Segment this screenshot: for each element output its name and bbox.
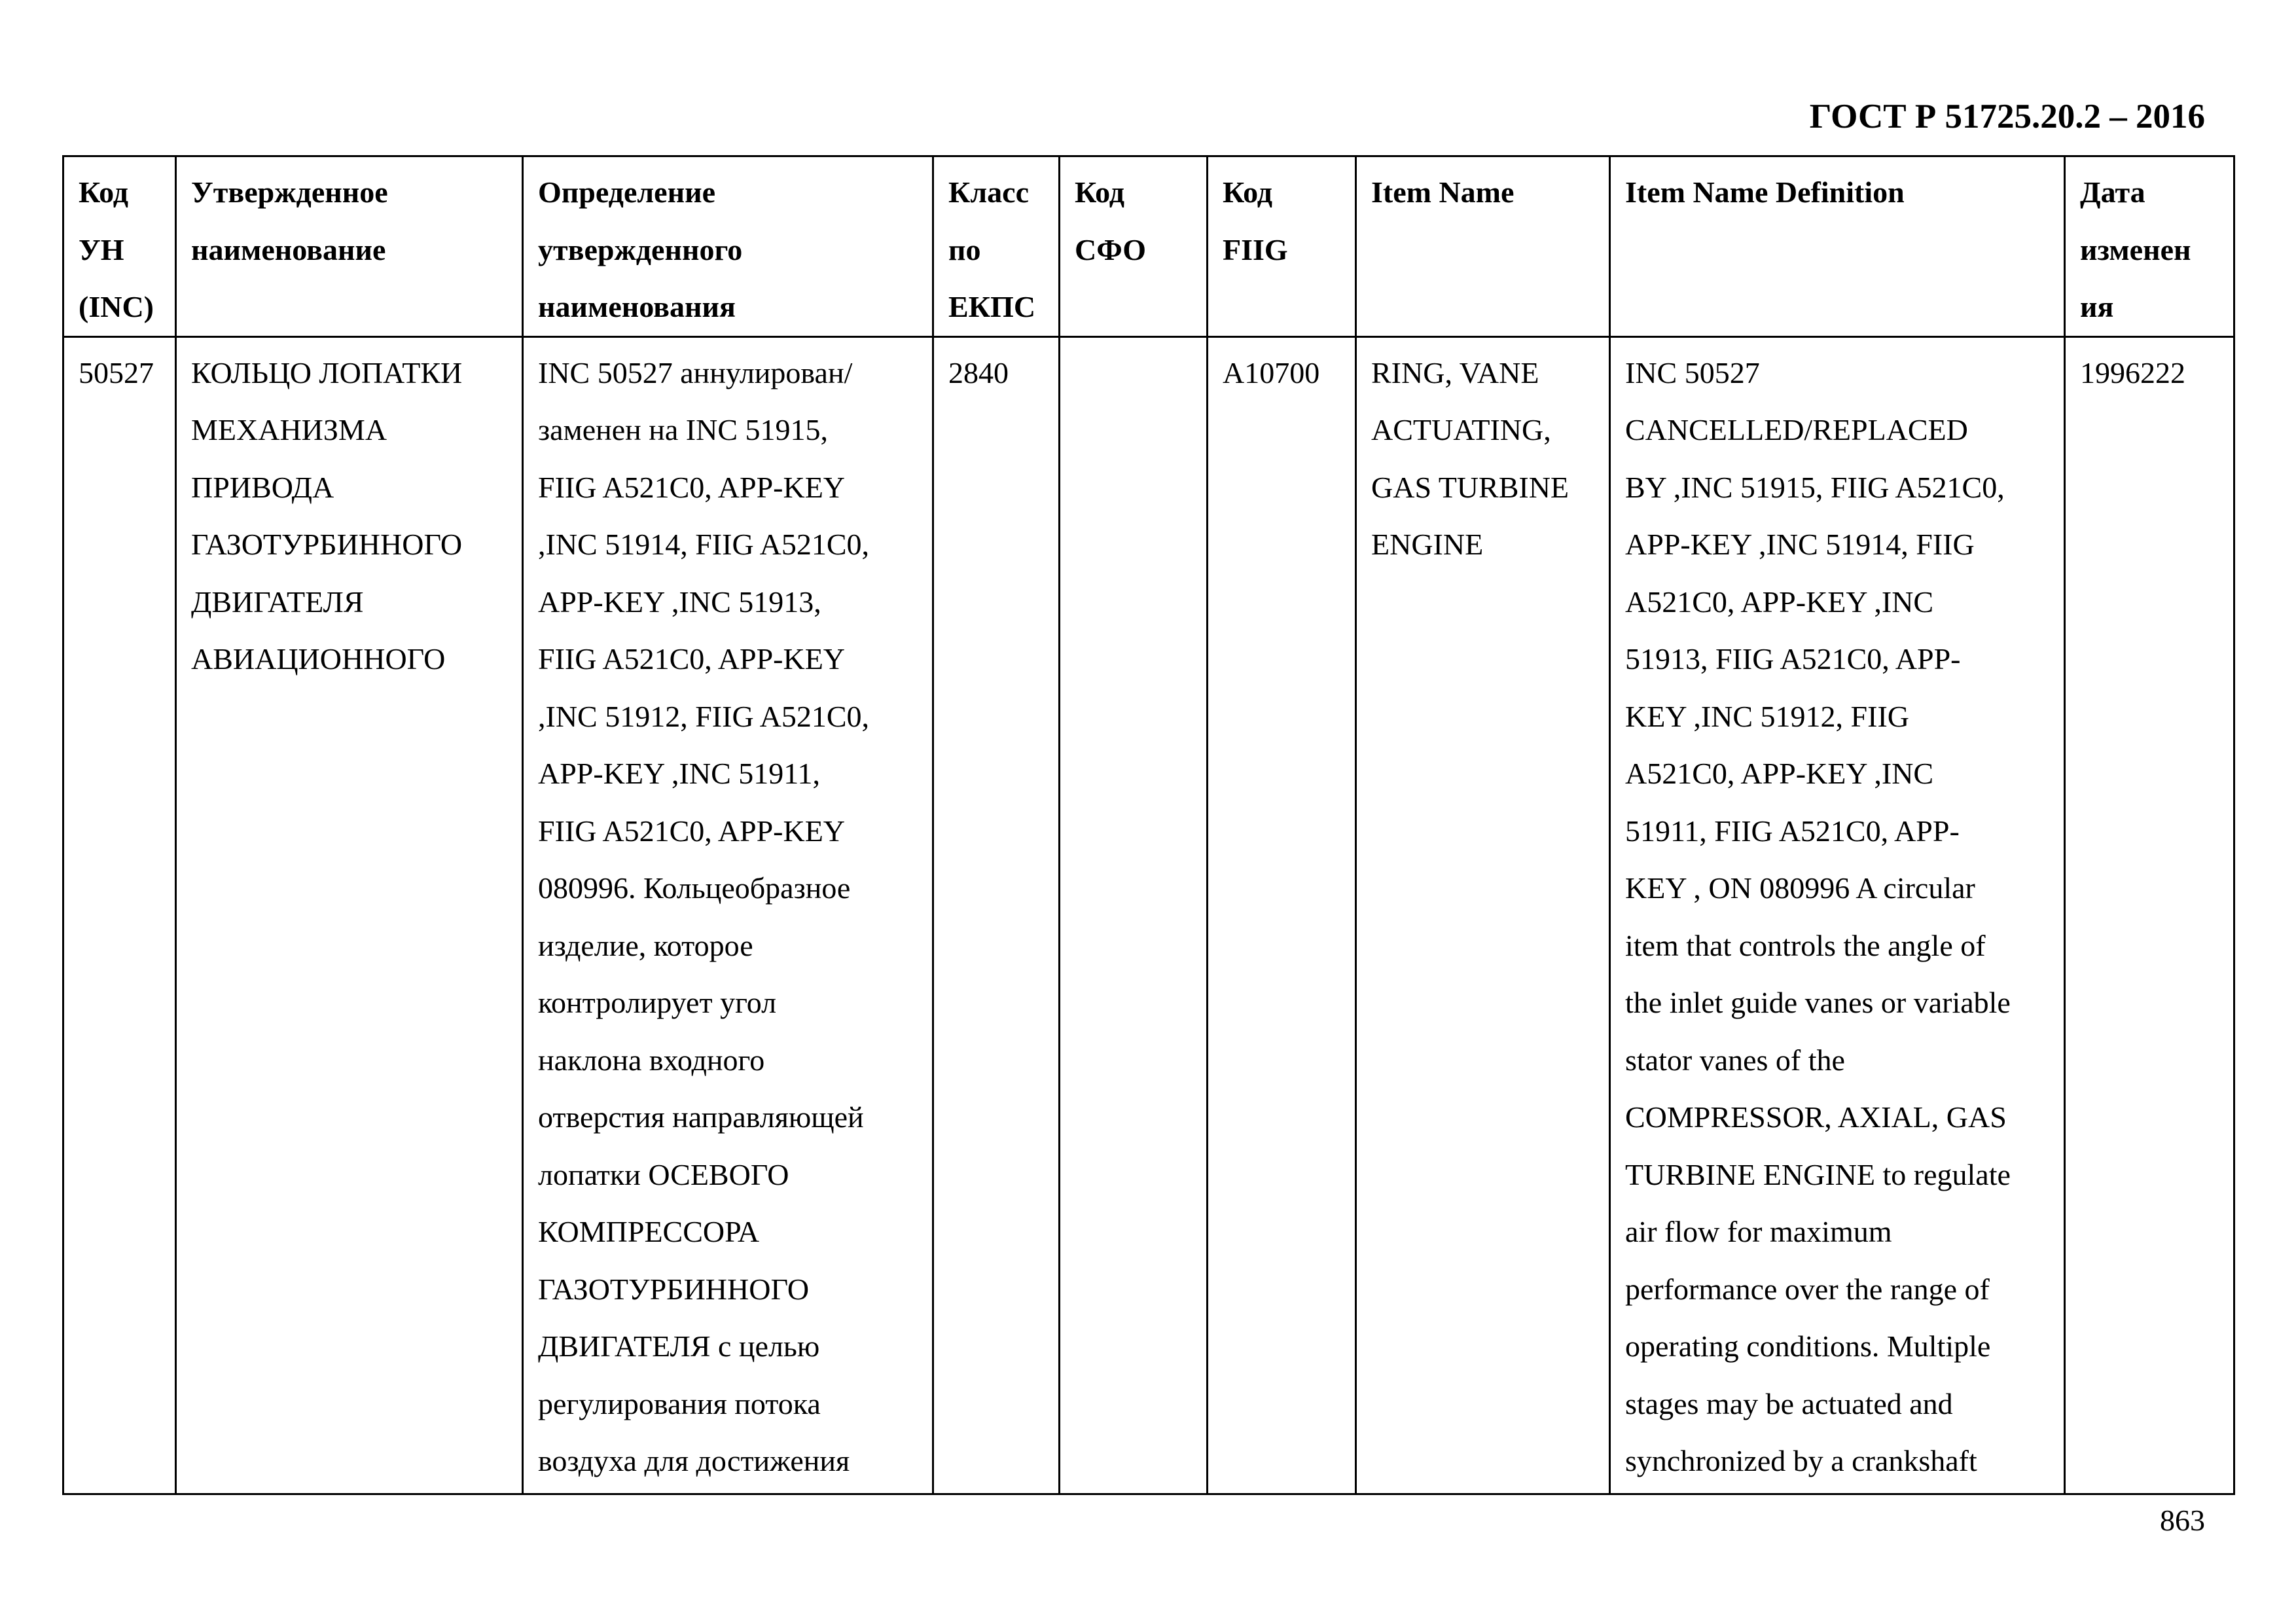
cell-approved-name: [176, 336, 523, 1494]
cell-text-line: ,INC 51912, FIIG A521C0,: [538, 699, 870, 733]
cell-text-line: ENGINE: [1371, 528, 1484, 561]
header-text-line: (INC): [79, 290, 154, 323]
cell-text-line: the inlet guide vanes or variable: [1625, 986, 2011, 1019]
cell-text-line: A10700: [1223, 355, 1320, 389]
header-text-line: утвержденного: [538, 232, 743, 266]
cell-text-line: A521C0, APP-KEY ,INC: [1625, 585, 1934, 619]
cell-item-name: [1356, 336, 1610, 1494]
header-text-line: наименования: [538, 290, 736, 323]
cell-text-line: CANCELLED/REPLACED: [1625, 413, 1968, 446]
cell-text-line: АВИАЦИОННОГО: [191, 642, 446, 676]
cell-text-line: наклона входного: [538, 1043, 765, 1077]
cell-text-line: KEY , ON 080996 A circular: [1625, 871, 1975, 905]
header-text-line: наименование: [191, 232, 386, 266]
cell-text-line: КОЛЬЦО ЛОПАТКИ: [191, 355, 463, 389]
cell-text-line: TURBINE ENGINE to regulate: [1625, 1157, 2011, 1191]
data-table: [62, 155, 2235, 1495]
cell-text-line: BY ,INC 51915, FIIG A521C0,: [1625, 470, 2005, 504]
cell-text-line: INC 50527 аннулирован/: [538, 355, 853, 389]
cell-text-line: FIIG A521C0, APP-KEY: [538, 814, 846, 848]
cell-text-line: ГАЗОТУРБИННОГО: [538, 1272, 810, 1306]
cell-text-line: ПРИВОДА: [191, 470, 334, 504]
column-header-sfo: [1060, 156, 1208, 337]
cell-text-line: GAS TURBINE: [1371, 470, 1570, 504]
cell-fiig: [1208, 336, 1356, 1494]
header-text-line: Определение: [538, 175, 716, 209]
cell-text-line: item that controls the angle of: [1625, 928, 1986, 962]
cell-text-line: APP-KEY ,INC 51914, FIIG: [1625, 528, 1975, 561]
cell-inc: [63, 336, 176, 1494]
header-text-line: изменен: [2080, 232, 2191, 266]
cell-text-line: FIIG A521C0, APP-KEY: [538, 642, 846, 676]
header-text-line: по: [948, 232, 981, 266]
table-row: [63, 336, 2234, 1494]
header-text-line: ЕКПС: [948, 290, 1036, 323]
document-standard-title: ГОСТ Р 51725.20.2 – 2016: [1809, 98, 2205, 135]
cell-text-line: APP-KEY ,INC 51913,: [538, 585, 821, 619]
cell-text-line: лопатки ОСЕВОГО: [538, 1157, 789, 1191]
header-text-line: Утвержденное: [191, 175, 388, 209]
cell-text-line: KEY ,INC 51912, FIIG: [1625, 699, 1909, 733]
column-header-item-name-definition: [1610, 156, 2065, 337]
cell-text-line: INC 50527: [1625, 355, 1760, 389]
page-number: 863: [2160, 1504, 2205, 1537]
cell-text-line: отверстия направляющей: [538, 1100, 864, 1134]
cell-text-line: воздуха для достижения: [538, 1444, 850, 1477]
cell-text-line: FIIG A521C0, APP-KEY: [538, 470, 846, 504]
cell-text-line: COMPRESSOR, AXIAL, GAS: [1625, 1100, 2007, 1134]
cell-text-line: ГАЗОТУРБИННОГО: [191, 528, 463, 561]
header-text-line: Код: [79, 175, 129, 209]
header-text-line: СФО: [1075, 232, 1147, 266]
column-header-approved-name: [176, 156, 523, 337]
cell-text-line: 50527: [79, 355, 154, 389]
column-header-definition: [523, 156, 933, 337]
cell-text-line: 51913, FIIG A521C0, APP-: [1625, 642, 1961, 676]
cell-text-line: 1996222: [2080, 355, 2185, 389]
cell-text-line: ДВИГАТЕЛЯ с целью: [538, 1329, 820, 1363]
cell-sfo: [1060, 336, 1208, 1494]
header-text-line: Дата: [2080, 175, 2145, 209]
header-text-line: Код: [1075, 175, 1125, 209]
header-text-line: FIIG: [1223, 232, 1288, 266]
header-text-line: УН: [79, 232, 124, 266]
cell-text-line: 51911, FIIG A521C0, APP-: [1625, 814, 1960, 848]
header-text-line: Класс: [948, 175, 1029, 209]
cell-text-line: 2840: [948, 355, 1009, 389]
column-header-fiig: [1208, 156, 1356, 337]
cell-text-line: synchronized by a crankshaft: [1625, 1444, 1977, 1477]
cell-date: [2065, 336, 2234, 1494]
cell-text-line: ,INC 51914, FIIG A521C0,: [538, 528, 870, 561]
header-text-line: Item Name Definition: [1625, 175, 1905, 209]
cell-text-line: RING, VANE: [1371, 355, 1539, 389]
column-header-class: [933, 156, 1060, 337]
header-text-line: Item Name: [1371, 175, 1515, 209]
cell-text-line: A521C0, APP-KEY ,INC: [1625, 757, 1934, 790]
column-header-inc: [63, 156, 176, 337]
cell-text-line: МЕХАНИЗМА: [191, 413, 387, 446]
cell-item-name-definition: [1610, 336, 2065, 1494]
cell-text-line: ACTUATING,: [1371, 413, 1551, 446]
cell-text-line: изделие, которое: [538, 928, 753, 962]
cell-text-line: заменен на INC 51915,: [538, 413, 829, 446]
cell-text-line: performance over the range of: [1625, 1272, 1990, 1306]
header-text-line: ия: [2080, 290, 2114, 323]
cell-text-line: 080996. Кольцеобразное: [538, 871, 851, 905]
cell-text-line: КОМПРЕССОРА: [538, 1215, 760, 1248]
table-header-row: [63, 156, 2234, 337]
cell-text-line: stages may be actuated and: [1625, 1386, 1953, 1420]
cell-text-line: контролирует угол: [538, 986, 777, 1019]
cell-definition: [523, 336, 933, 1494]
cell-text-line: operating conditions. Multiple: [1625, 1329, 1991, 1363]
cell-text-line: ДВИГАТЕЛЯ: [191, 585, 364, 619]
table-body: [63, 336, 2234, 1494]
cell-text-line: air flow for maximum: [1625, 1215, 1892, 1248]
cell-text-line: регулирования потока: [538, 1386, 821, 1420]
header-text-line: Код: [1223, 175, 1273, 209]
column-header-item-name: [1356, 156, 1610, 337]
cell-text-line: stator vanes of the: [1625, 1043, 1845, 1077]
column-header-date: [2065, 156, 2234, 337]
cell-text-line: APP-KEY ,INC 51911,: [538, 757, 821, 790]
cell-class: [933, 336, 1060, 1494]
